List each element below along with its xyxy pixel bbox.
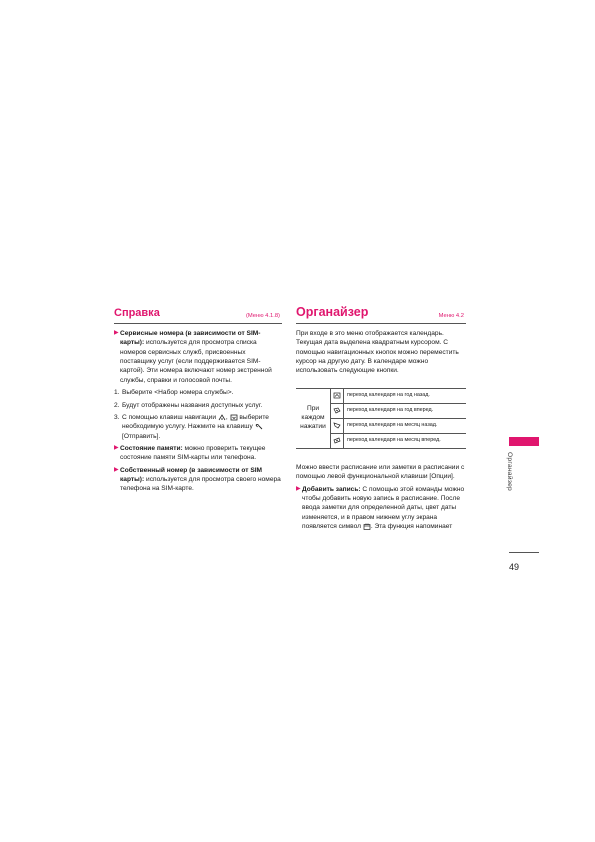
schedule-symbol-icon [363,523,371,530]
step-text: , [225,413,228,421]
right-column [296,305,466,534]
step-text: С помощью клавиш навигации [122,413,217,421]
send-key-icon [255,423,263,430]
bullet-item [114,329,282,385]
running-section-title: Органайзер [506,452,513,491]
section-heading [114,309,282,324]
bullet-term: Добавить запись: [302,485,361,493]
section-heading [296,305,466,324]
step-text: Выберите <Набор номера службы>. [122,389,234,397]
table-icon-cell [331,388,344,403]
table-text-cell: переход календаря на год назад. [344,388,467,403]
step-text: выберите необходимую услугу. Нажмите на клавишу [122,413,269,431]
section-tab-marker [509,437,539,446]
bullet-item [114,466,282,494]
table-when-cell: При каждом нажатии [296,388,331,448]
intro-paragraph: При входе в это меню отображается календарь. Текущая дата выделена квадратным курсором. С помощью навигационных кнопок можно переместить курсор на другую дату. В календаре можно использовать следующие кнопки. [296,330,459,375]
table-icon-cell [331,403,344,418]
key-month-forward-icon [333,437,341,444]
table-text-cell: переход календаря на год вперед. [344,403,467,418]
bullet-item [114,444,282,463]
body-paragraph: Можно ввести расписание или заметки в расписании с помощью левой функциональной клавиши [Опции]. [296,463,465,481]
menu-reference: (Меню 4.1.8) [245,312,280,319]
nav-down-key-icon [230,414,238,421]
bullet-text: С помощью этой команды можно чтобы добавить новую запись в расписание. После ввода заметки для определенной даты, цвет даты изменяется, и в правом нижнем углу экрана появляется символ [302,485,465,530]
left-column [114,309,282,497]
table-icon-cell [331,433,344,448]
bullet-text: . Эта функция напоминает [370,522,453,530]
table-text-cell: переход календаря на месяц назад. [344,418,467,433]
table-icon-cell [331,418,344,433]
key-month-back-icon [333,422,341,429]
step-number: 2. [114,401,120,409]
calendar-keys-table [296,388,466,449]
bullet-term: Состояние памяти: [120,444,183,452]
step-text: [Отправить]. [122,432,161,440]
nav-up-key-icon [218,414,226,421]
bullet-arrow-icon: ▶ [114,466,119,473]
step-number: 3. [114,413,120,421]
bullet-arrow-icon: ▶ [114,330,119,336]
step-item [114,388,282,397]
step-number: 1. [114,389,120,397]
key-year-back-icon [333,392,341,399]
bullet-text: используется для просмотра своего номера телефона на SIM-карте. [120,476,281,493]
folio-divider [509,552,539,553]
bullet-text: используется для просмотра списка номеров сервисных служб, присвоенных поставщику услуг (если поддерживается SIM-картой). Эти номера включают номер экстренной службы, справки и голосовой почты. [120,339,272,384]
section-title: Органайзер [296,305,369,320]
bullet-arrow-icon: ▶ [296,485,301,492]
bullet-arrow-icon: ▶ [114,444,119,451]
table-text-cell: переход календаря на месяц вперед. [344,433,467,448]
page-number: 49 [509,562,520,572]
bullet-item [296,485,466,532]
bullet-term: Сервисные номера (в зависимости от SIM-карты): [120,330,261,347]
step-item [114,413,282,441]
key-year-forward-icon [333,407,341,414]
section-title: Справка [114,307,160,320]
step-item [114,401,282,410]
menu-reference: Меню 4.2 [438,312,464,319]
table-row [296,388,466,403]
step-text: Будут отображены названия доступных услуг. [122,401,263,409]
bullet-term: Собственный номер (в зависимости от SIM карты): [120,466,263,484]
bullet-text: можно проверить текущее состояние памяти SIM-карты или телефона. [120,444,266,462]
